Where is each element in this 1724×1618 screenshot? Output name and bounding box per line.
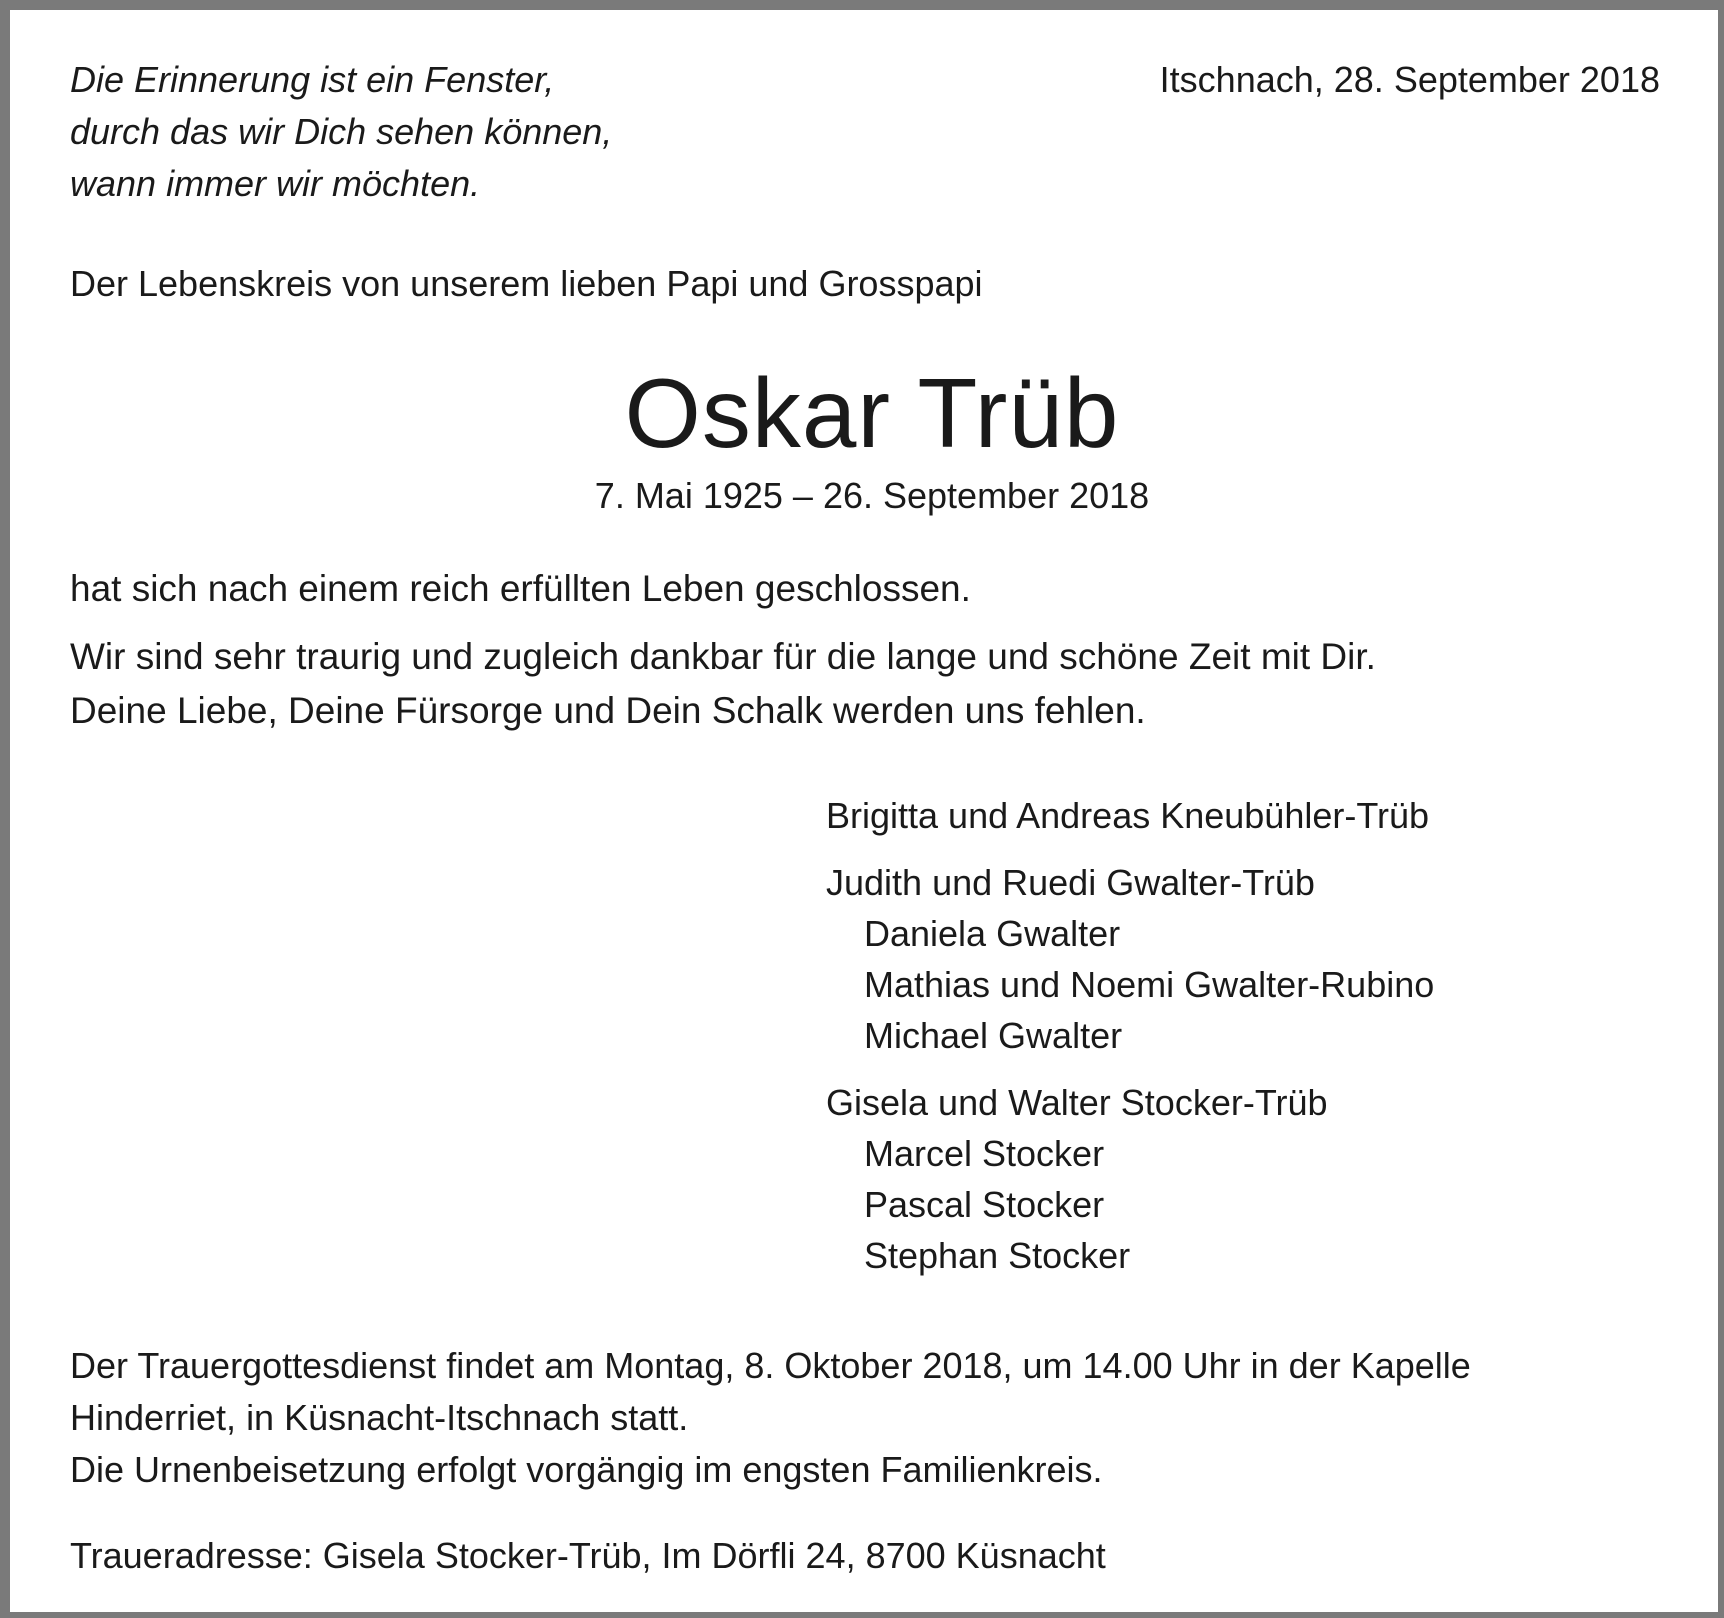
memorial-quote (70, 54, 612, 210)
service-line: Hinderriet, in Küsnacht-Itschnach statt. (70, 1397, 689, 1438)
family-group (826, 857, 1434, 1061)
place-and-date: Itschnach, 28. September 2018 (1159, 59, 1660, 100)
quote-line: Die Erinnerung ist ein Fenster, (70, 59, 555, 100)
family-member: Daniela Gwalter (864, 913, 1121, 954)
family-member: Pascal Stocker (864, 1184, 1105, 1225)
family-list (826, 790, 1434, 1297)
family-member: Marcel Stocker (864, 1133, 1105, 1174)
family-head: Judith und Ruedi Gwalter-Trüb (826, 862, 1315, 903)
quote-line: wann immer wir möchten. (70, 163, 481, 204)
family-head: Gisela und Walter Stocker-Trüb (826, 1082, 1328, 1123)
deceased-name: Oskar Trüb (624, 358, 1120, 468)
family-group (826, 1077, 1434, 1281)
intro-text: Der Lebenskreis von unserem lieben Papi und Grosspapi (70, 263, 983, 304)
family-member: Mathias und Noemi Gwalter-Rubino (864, 964, 1435, 1005)
family-group (826, 790, 1434, 841)
quote-line: durch das wir Dich sehen können, (70, 111, 613, 152)
body-text-line: hat sich nach einem reich erfüllten Leben geschlossen. (70, 568, 971, 609)
mourning-address: Traueradresse: Gisela Stocker-Trüb, Im Dörfli 24, 8700 Küsnacht (70, 1535, 1106, 1576)
life-dates: 7. Mai 1925 – 26. September 2018 (594, 475, 1150, 516)
service-line: Der Trauergottesdienst findet am Montag, 8. Oktober 2018, um 14.00 Uhr in der Kapelle (70, 1345, 1471, 1386)
body-text-line: Deine Liebe, Deine Fürsorge und Dein Schalk werden uns fehlen. (70, 690, 1146, 731)
family-head: Brigitta und Andreas Kneubühler-Trüb (826, 795, 1430, 836)
service-info (70, 1340, 1471, 1496)
body-text-line: Wir sind sehr traurig und zugleich dankbar für die lange und schöne Zeit mit Dir. (70, 636, 1376, 677)
family-member: Michael Gwalter (864, 1015, 1123, 1056)
family-member: Stephan Stocker (864, 1235, 1131, 1276)
body-text-block (70, 630, 1376, 738)
service-line: Die Urnenbeisetzung erfolgt vorgängig im engsten Familienkreis. (70, 1449, 1103, 1490)
